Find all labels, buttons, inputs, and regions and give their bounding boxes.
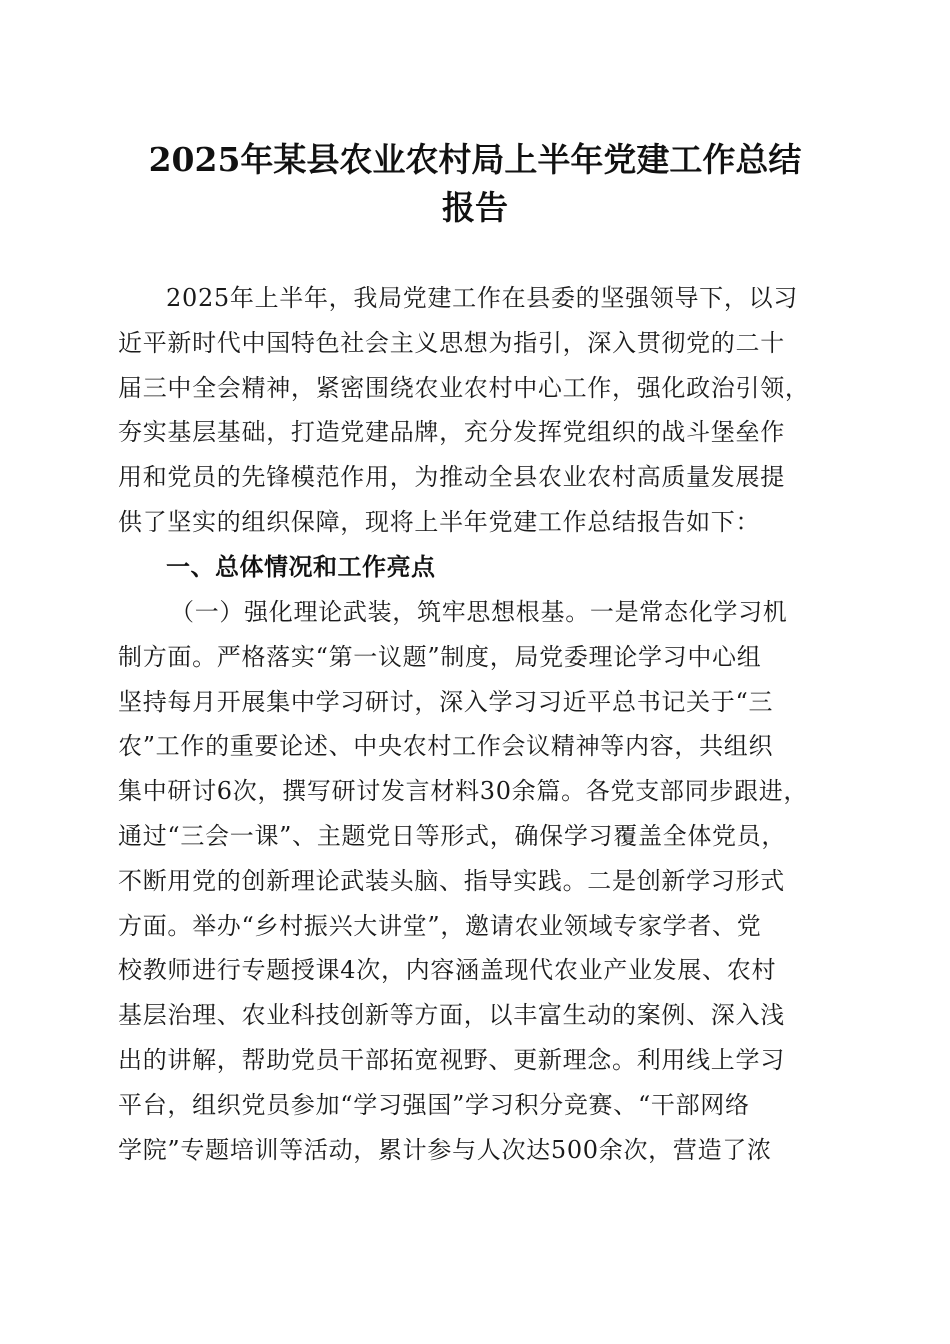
intro-line: 用和党员的先锋模范作用，为推动全县农业农村高质量发展提	[118, 463, 785, 492]
para-line: （一）强化理论武装，筑牢思想根基。一是常态化学习机	[170, 598, 788, 626]
para-line: 方面。举办“乡村振兴大讲堂”，邀请农业领域专家学者、党	[118, 911, 762, 940]
para-line: 农”工作的重要论述、中央农村工作会议精神等内容，共组织	[118, 732, 774, 761]
intro-line: 近平新时代中国特色社会主义思想为指引，深入贯彻党的二十	[118, 328, 785, 357]
title-line-2: 报告	[442, 188, 508, 227]
para-line: 出的讲解，帮助党员干部拓宽视野、更新理念。利用线上学习	[118, 1045, 785, 1074]
para-line: 集中研讨6次，撰写研讨发言材料30余篇。各党支部同步跟进，	[118, 777, 809, 806]
para-line: 通过“三会一课”、主题党日等形式，确保学习覆盖全体党员，	[118, 821, 787, 850]
document-title	[120, 136, 830, 232]
para-line: 坚持每月开展集中学习研讨，深入学习习近平总书记关于“三	[118, 687, 774, 716]
para-line: 制方面。严格落实“第一议题”制度，局党委理论学习中心组	[118, 642, 762, 671]
intro-paragraph	[118, 276, 838, 545]
intro-line: 届三中全会精神，紧密围绕农业农村中心工作，强化政治引领，	[118, 373, 810, 402]
para-line: 校教师进行专题授课4次，内容涵盖现代农业产业发展、农村	[118, 956, 777, 985]
intro-line: 2025年上半年，我局党建工作在县委的坚强领导下，以习	[166, 284, 798, 312]
intro-line: 供了坚实的组织保障，现将上半年党建工作总结报告如下：	[118, 507, 761, 536]
section1-paragraph	[118, 590, 838, 1172]
section-heading: 一、总体情况和工作亮点	[166, 553, 436, 581]
intro-line: 夯实基层基础，打造党建品牌，充分发挥党组织的战斗堡垒作	[118, 418, 785, 447]
para-line: 学院”专题培训等活动，累计参与人次达500余次，营造了浓	[118, 1135, 772, 1164]
title-line-1: 2025年某县农业农村局上半年党建工作总结	[148, 140, 802, 179]
para-line: 不断用党的创新理论武装头脑、指导实践。二是创新学习形式	[118, 866, 785, 895]
para-line: 基层治理、农业科技创新等方面，以丰富生动的案例、深入浅	[118, 1001, 785, 1030]
para-line: 平台，组织党员参加“学习强国”学习积分竞赛、“干部网络	[118, 1090, 750, 1119]
